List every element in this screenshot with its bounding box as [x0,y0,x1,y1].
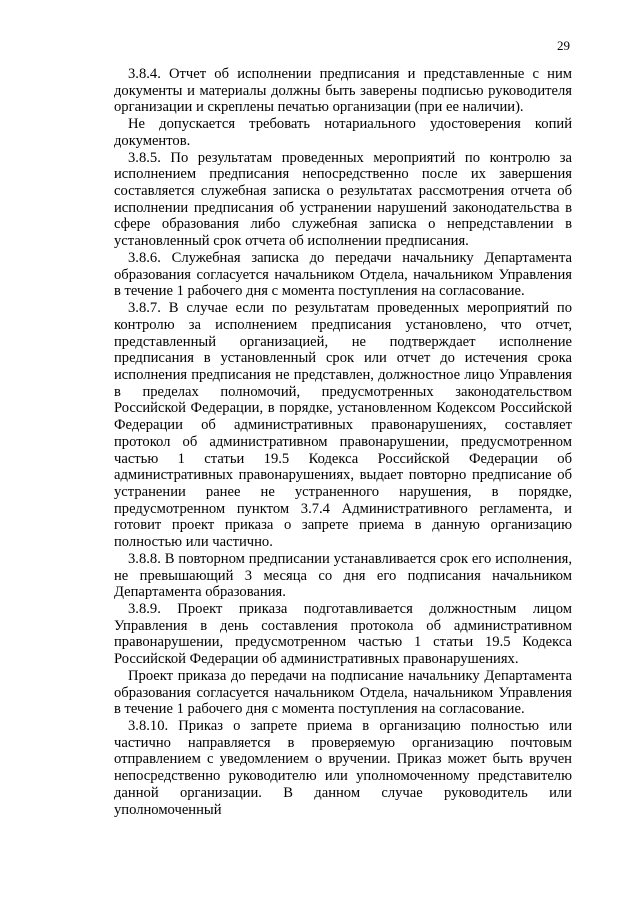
paragraph-notary-note: Не допускается требовать нотариального удостоверения копий документов. [114,116,572,149]
paragraph-3-8-8: 3.8.8. В повторном предписании устанавливается срок его исполнения, не превышающий 3 месяца со дня его подписания начальником Департамента образования. [114,550,572,601]
paragraph-3-8-10: 3.8.10. Приказ о запрете приема в организацию полностью или частично направляется в проверяемую организацию почтовым отправлением с уведомлением о вручении. Приказ может быть вручен непосредственно руководителю или уполномоченному представителю данной организации. В данном случае руководитель или уполномоченный [114,718,572,818]
page-number: 29 [557,38,570,53]
paragraph-order-draft-approval: Проект приказа до передачи на подписание начальнику Департамента образования согласуется начальником Отдела, начальником Управления в течение 1 рабочего дня с момента поступления на согласование. [114,667,572,718]
document-body [114,66,572,818]
paragraph-3-8-4: 3.8.4. Отчет об исполнении предписания и представленные с ним документы и материалы должны быть заверены подписью руководителя организации и скреплены печатью организации (при ее наличии). [114,66,572,116]
paragraph-3-8-9: 3.8.9. Проект приказа подготавливается должностным лицом Управления в день составления протокола об административном правонарушении, предусмотренном частью 1 статьи 19.5 Кодекса Российской Федерации об административных правонарушениях. [114,601,572,668]
paragraph-3-8-5: 3.8.5. По результатам проведенных мероприятий по контролю за исполнением предписания непосредственно после их завершения составляется служебная записка о результатах рассмотрения отчета об исполнении предписания об устранении нарушений законодательства в сфере образования либо служебная записка о непредставлении в установленный срок отчета об исполнении предписания. [114,149,572,250]
paragraph-3-8-6: 3.8.6. Служебная записка до передачи начальнику Департамента образования согласуется начальником Отдела, начальником Управления в течение 1 рабочего дня с момента поступления на согласование. [114,249,572,300]
paragraph-3-8-7: 3.8.7. В случае если по результатам проведенных мероприятий по контролю за исполнением предписания установлено, что отчет, представленный организацией, не подтверждает исполнение предписания в установленный срок или отчет до истечения срока исполнения предписания не представлен, должностное лицо Управления в пределах полномочий, предусмотренных законодательством Российской Федерации, в порядке, установленном Кодексом Российской Федерации об административных правонарушениях, составляет протокол об административном правонарушении, предусмотренном частью 1 статьи 19.5 Кодекса Российской Федерации об административных правонарушениях, выдает повторно предписание об устранении ранее не устраненного нарушения, в порядке, предусмотренном пунктом 3.7.4 Административного регламента, и готовит проект приказа о запрете приема в данную организацию полностью или частично. [114,300,572,551]
